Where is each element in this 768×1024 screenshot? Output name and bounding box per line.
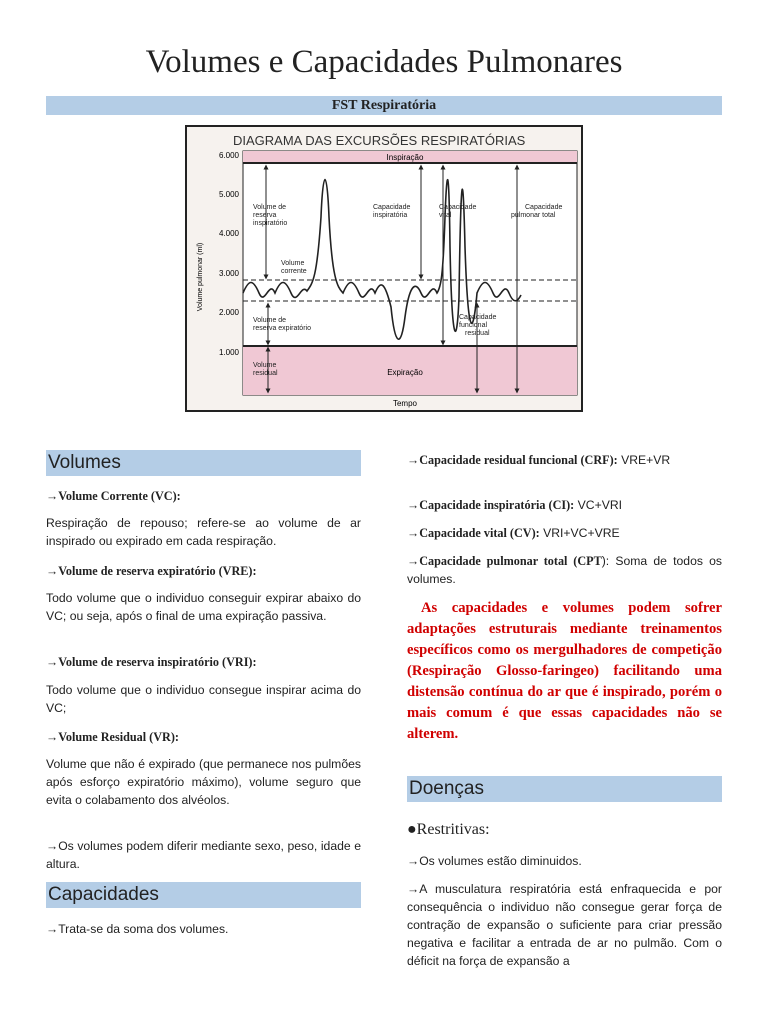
- subtitle-bar: FST Respiratória: [46, 96, 722, 115]
- volumes-note: →Os volumes podem diferir mediante sexo, peso, idade e altura.: [46, 839, 361, 871]
- ytick-1000: 1.000: [218, 348, 239, 357]
- label-cv-1: Capacidade: [439, 204, 477, 211]
- crf-item: →Capacidade residual funcional (CRF): VRE+VR: [407, 453, 671, 467]
- vre-text: Todo volume que o individuo conseguir expirar abaixo do VC; ou seja, após o final de uma expiração passiva.: [46, 591, 361, 623]
- cpt-item: →Capacidade pulmonar total (CPT): Soma de todos os volumes.: [407, 554, 722, 586]
- label-vc-2: corrente: [281, 268, 307, 275]
- label-cpt-1: Capacidade: [525, 204, 563, 211]
- doencas-heading: Doenças: [407, 776, 722, 802]
- restritivas-text-2: →A musculatura respiratória está enfraquecida e por consequência o individuo não consegue gerar força de contração de expansão o suficiente para criar pressão negativa e facilitar a entrada de ar no pulmão. Com o déficit na força de expansão a: [407, 882, 722, 968]
- label-vri-3: inspiratório: [253, 220, 288, 227]
- label-vc-1: Volume: [281, 260, 305, 267]
- page-title: Volumes e Capacidades Pulmonares: [145, 44, 623, 80]
- label-ci-2: inspiratória: [373, 212, 408, 219]
- vr-heading: →Volume Residual (VR):: [46, 730, 179, 744]
- ytick-5000: 5.000: [218, 190, 239, 199]
- capacidades-heading: Capacidades: [46, 882, 361, 908]
- figure-title: DIAGRAMA DAS EXCURSÕES RESPIRATÓRIAS: [233, 133, 526, 148]
- ytick-6000: 6.000: [218, 151, 239, 160]
- vc-text: Respiração de repouso; refere-se ao volume de ar inspirado ou expirado em cada respiração.: [46, 516, 361, 548]
- label-vri-1: Volume de: [253, 204, 287, 211]
- label-vri-2: reserva: [253, 212, 277, 219]
- vri-heading: →Volume de reserva inspiratório (VRI):: [46, 655, 257, 669]
- figure-ylabel: Volume pulmonar (ml): [197, 242, 204, 312]
- band-inspiracao: Inspiração: [386, 153, 424, 162]
- vre-heading: →Volume de reserva expiratório (VRE):: [46, 564, 257, 578]
- adaptations-note: As capacidades e volumes podem sofrer adaptações estruturais mediante treinamentos específicos como os mergulhadores de competição (Respiração Glosso-faringeo) facilitando uma distensão contínua do ar que é inspirado, porém o mais comum é que essas capacidades não se alterem.: [407, 600, 722, 742]
- capacidades-text: →Trata-se da soma dos volumes.: [46, 922, 229, 936]
- label-crf-3: residual: [465, 330, 490, 337]
- ytick-3000: 3.000: [218, 269, 239, 278]
- ci-item: →Capacidade inspiratória (CI): VC+VRI: [407, 498, 623, 512]
- cv-item: →Capacidade vital (CV): VRI+VC+VRE: [407, 526, 620, 540]
- vc-heading: →Volume Corrente (VC):: [46, 489, 181, 503]
- figure-xlabel: Tempo: [392, 399, 418, 408]
- label-vre-1: Volume de: [253, 317, 287, 324]
- label-ci-1: Capacidade: [373, 204, 411, 211]
- restritivas-heading: ●Restritivas:: [407, 821, 490, 838]
- ytick-2000: 2.000: [218, 308, 239, 317]
- label-cv-2: vital: [439, 212, 452, 219]
- vri-text: Todo volume que o individuo consegue inspirar acima do VC;: [46, 683, 361, 715]
- label-vr-1: Volume: [253, 362, 277, 369]
- respiratory-diagram: [185, 125, 583, 412]
- label-cpt-2: pulmonar total: [511, 212, 556, 219]
- label-vre-2: reserva expiratório: [253, 325, 311, 332]
- restritivas-text-1: →Os volumes estão diminuidos.: [407, 854, 582, 868]
- ytick-4000: 4.000: [218, 229, 239, 238]
- label-crf-2: funcional: [459, 322, 488, 329]
- label-vr-2: residual: [253, 370, 278, 377]
- label-crf-1: Capacidade: [459, 314, 497, 321]
- volumes-heading: Volumes: [46, 450, 361, 476]
- bullet-icon: ●: [407, 821, 417, 838]
- vr-text: Volume que não é expirado (que permanece nos pulmões após esforço expiratório máximo), volume seguro que evita o colabamento dos alvéolos.: [46, 757, 361, 807]
- band-expiracao: Expiração: [387, 368, 423, 377]
